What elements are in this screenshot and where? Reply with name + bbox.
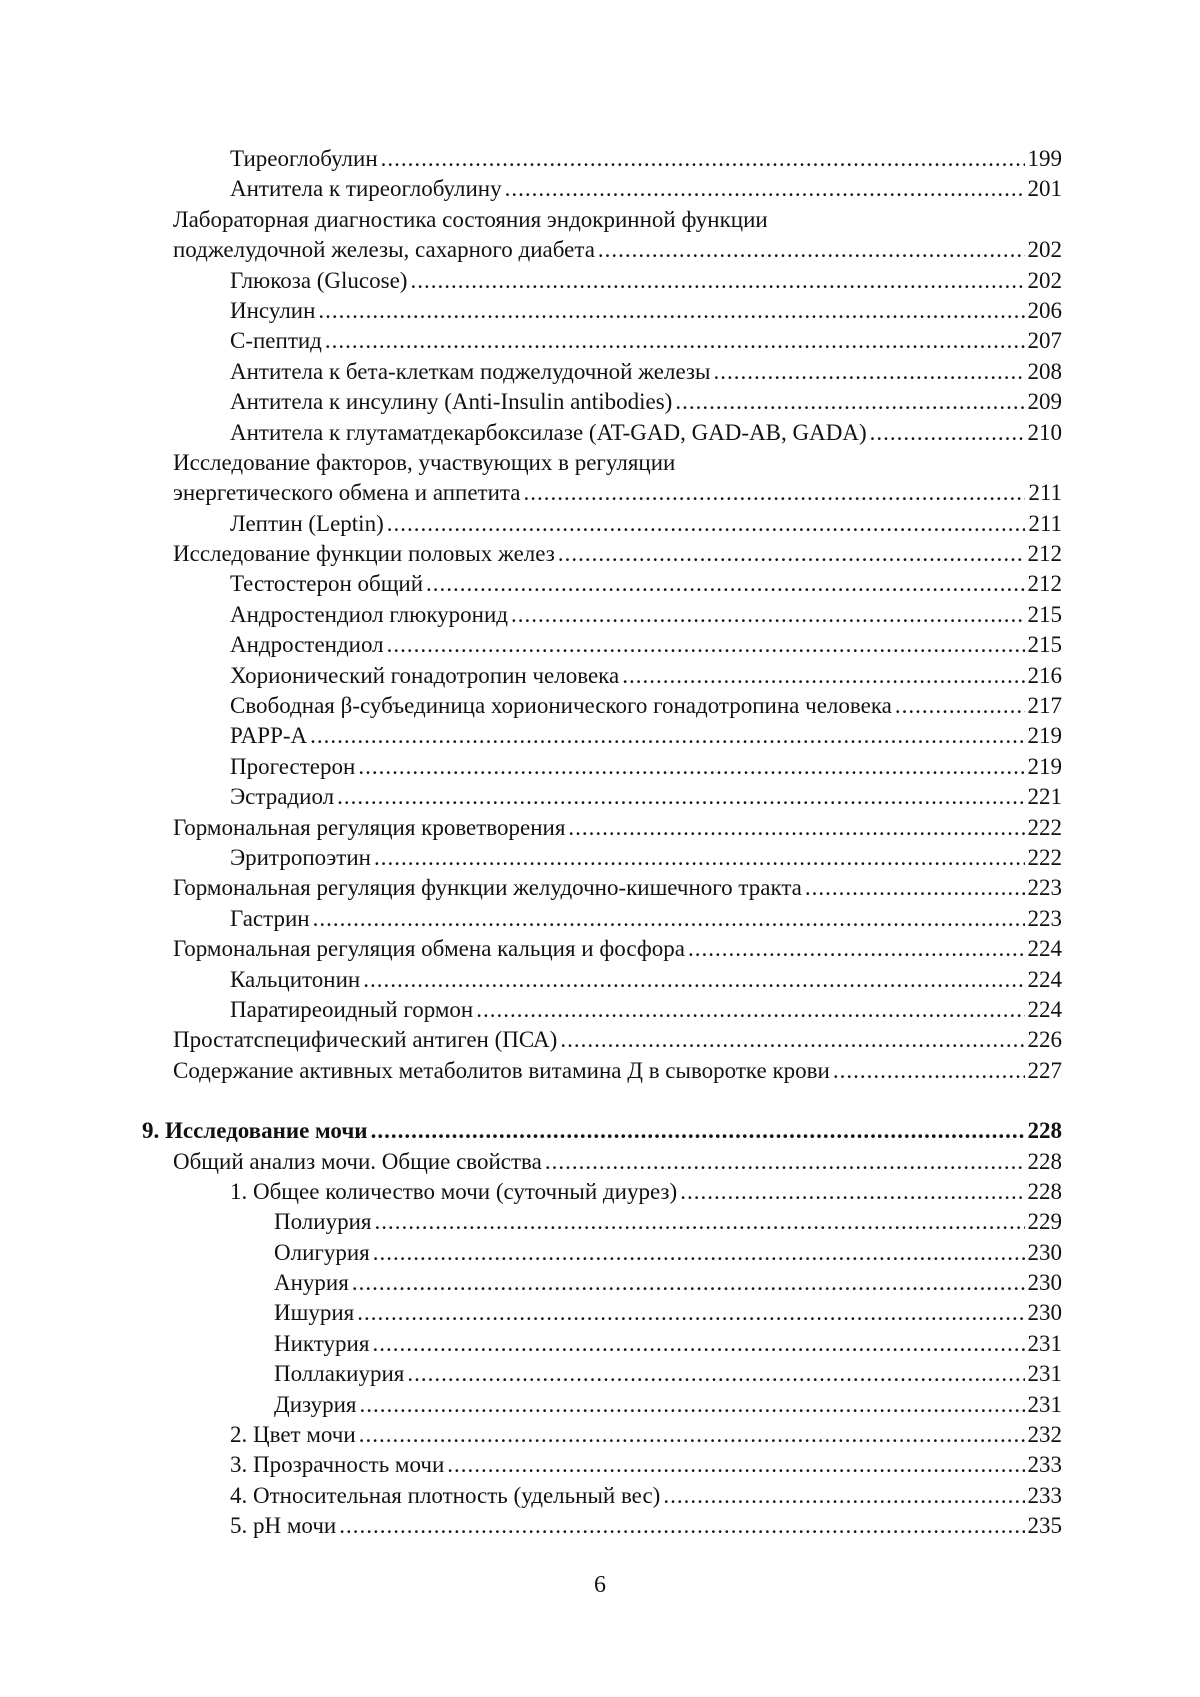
toc-entry-page: 212 — [1027, 541, 1062, 567]
toc-entry-page: 202 — [1027, 267, 1062, 293]
toc-entry-label: 9. Исследование мочи — [142, 1118, 368, 1144]
toc-entry-line — [173, 934, 1062, 964]
toc-entry — [230, 144, 1200, 174]
toc-entry-page: 223 — [1027, 875, 1062, 901]
toc-entry-label: Общий анализ мочи. Общие свойства — [173, 1148, 542, 1174]
dot-leader — [352, 1268, 1025, 1298]
toc-entry-line — [274, 1238, 1062, 1268]
toc-entry-line — [230, 600, 1062, 630]
toc-entry-page: 233 — [1027, 1452, 1062, 1478]
dot-leader — [675, 387, 1024, 417]
toc-entry — [230, 1177, 1200, 1207]
toc-entry-label: Тестостерон общий — [230, 571, 424, 597]
dot-leader — [374, 1207, 1024, 1237]
toc-entry-line — [230, 630, 1062, 660]
dot-leader — [622, 661, 1024, 691]
toc-entry-page: 224 — [1027, 966, 1062, 992]
toc-entry-label: С-пептид — [230, 328, 322, 354]
dot-leader — [598, 235, 1025, 265]
toc-entry-page: 209 — [1027, 389, 1062, 415]
toc-entry-page: 230 — [1027, 1300, 1062, 1326]
toc-entry — [230, 509, 1200, 539]
toc-entry-line — [230, 843, 1062, 873]
dot-leader — [337, 782, 1024, 812]
toc-entry-label: Антитела к инсулину (Anti-Insulin antibodies) — [230, 389, 673, 415]
toc-entry-page: 219 — [1027, 753, 1062, 779]
toc-entry — [230, 174, 1200, 204]
dot-leader — [387, 509, 1026, 539]
toc-entry — [230, 569, 1200, 599]
toc-entry-label: Кальцитонин — [230, 966, 361, 992]
dot-leader — [505, 174, 1025, 204]
toc-entry — [230, 1420, 1200, 1450]
toc-entry — [230, 843, 1200, 873]
toc-entry-label: Дизурия — [274, 1391, 357, 1417]
toc-entry-page: 229 — [1027, 1209, 1062, 1235]
toc-entry — [274, 1268, 1200, 1298]
toc-entry-label: поджелудочной железы, сахарного диабета — [173, 237, 595, 263]
toc-entry — [274, 1207, 1200, 1237]
toc-entry-page: 231 — [1027, 1330, 1062, 1356]
toc-entry-page: 201 — [1027, 176, 1062, 202]
toc-entry — [230, 782, 1200, 812]
toc-entry-label: Антитела к глутаматдекарбоксилазе (AT-GAD, GAD-AB, GADA) — [230, 419, 867, 445]
toc-entry-line — [230, 266, 1062, 296]
toc-entry-line — [142, 1116, 1062, 1146]
toc-entry-label: Инсулин — [230, 297, 316, 323]
dot-leader — [359, 1420, 1025, 1450]
toc-entry — [230, 418, 1200, 448]
toc-entry-label: Лептин (Leptin) — [230, 510, 384, 536]
toc-entry — [173, 1025, 1200, 1055]
toc-entry — [274, 1329, 1200, 1359]
toc-entry — [230, 752, 1200, 782]
toc-entry — [274, 1298, 1200, 1328]
dot-leader — [358, 752, 1024, 782]
toc-entry-label: Андростендиол — [230, 632, 384, 658]
dot-leader — [560, 1025, 1024, 1055]
toc-entry-label: Никтурия — [274, 1330, 370, 1356]
dot-leader — [360, 1390, 1025, 1420]
toc-entry-label: Гастрин — [230, 905, 310, 931]
toc-entry — [230, 965, 1200, 995]
toc-entry-line — [230, 1177, 1062, 1207]
toc-entry-label: Антитела к бета-клеткам поджелудочной железы — [230, 358, 711, 384]
toc-entry-line — [173, 1025, 1062, 1055]
toc-entry-page: 211 — [1028, 480, 1062, 506]
toc-entry-line — [173, 539, 1062, 569]
dot-leader — [426, 569, 1024, 599]
toc-entry-line — [230, 904, 1062, 934]
dot-leader — [545, 1147, 1025, 1177]
toc-entry-page: 207 — [1027, 328, 1062, 354]
dot-leader — [373, 1238, 1025, 1268]
toc-entry-label: 1. Общее количество мочи (суточный диурез) — [230, 1178, 678, 1204]
toc-entry-label: Гормональная регуляция обмена кальция и фосфора — [173, 936, 685, 962]
toc-entry-line — [274, 1329, 1062, 1359]
toc-entry-line — [230, 357, 1062, 387]
dot-leader — [339, 1511, 1024, 1541]
toc-entry-line — [230, 1450, 1062, 1480]
toc-entry-page: 210 — [1027, 419, 1062, 445]
dot-leader — [374, 843, 1025, 873]
toc-entry-line — [230, 418, 1062, 448]
toc-entry-page: 202 — [1027, 237, 1062, 263]
dot-leader — [363, 965, 1024, 995]
toc-entry-label: Олигурия — [274, 1239, 370, 1265]
toc-entry — [173, 205, 1200, 235]
toc-entry — [173, 478, 1200, 508]
toc-entry-line — [173, 813, 1062, 843]
toc-entry-page: 216 — [1027, 662, 1062, 688]
toc-entry-page: 215 — [1027, 632, 1062, 658]
dot-leader — [381, 144, 1025, 174]
toc-entry-line — [230, 691, 1062, 721]
toc-entry-line — [230, 782, 1062, 812]
toc-entry — [142, 1116, 1200, 1146]
toc-entry-line — [274, 1359, 1062, 1389]
toc-entry-page: 230 — [1027, 1270, 1062, 1296]
toc-entry-page: 219 — [1027, 723, 1062, 749]
toc-entry-label: Тиреоглобулин — [230, 146, 378, 171]
toc-entry-line — [230, 569, 1062, 599]
toc-entry-label: 4. Относительная плотность (удельный вес) — [230, 1482, 661, 1508]
toc-entry-page: 199 — [1027, 146, 1062, 171]
toc-entry-label: 3. Прозрачность мочи — [230, 1452, 445, 1478]
dot-leader — [407, 1359, 1024, 1389]
toc-entry-line — [230, 144, 1062, 174]
toc-entry-label: Поллакиурия — [274, 1361, 405, 1387]
dot-leader — [447, 1450, 1024, 1480]
toc-entry-label: Паратиреоидный гормон — [230, 996, 474, 1022]
toc-entry-line — [230, 721, 1062, 751]
toc-entry-line — [173, 1056, 1062, 1086]
dot-leader — [680, 1177, 1024, 1207]
toc-entry-label: Исследование факторов, участвующих в регуляции — [173, 449, 676, 475]
toc-entry-page: 227 — [1027, 1057, 1062, 1083]
toc-entry-label: PAPP-A — [230, 723, 308, 749]
page-number: 6 — [594, 1572, 606, 1598]
toc-entry — [173, 934, 1200, 964]
toc-entry-label: Гормональная регуляция функции желудочно-кишечного тракта — [173, 875, 802, 901]
dot-leader — [410, 266, 1024, 296]
toc-entry-label: энергетического обмена и аппетита — [173, 480, 521, 506]
toc-entry-line — [230, 1420, 1062, 1450]
toc-entry-page: 215 — [1027, 601, 1062, 627]
toc-entry-page: 235 — [1027, 1513, 1062, 1539]
toc-entry-page: 231 — [1027, 1391, 1062, 1417]
toc-entry — [230, 266, 1200, 296]
toc-entry-page: 212 — [1027, 571, 1062, 597]
dot-leader — [688, 934, 1025, 964]
toc-entry-page: 211 — [1028, 510, 1062, 536]
toc-entry-line — [230, 965, 1062, 995]
toc-entry-label: Эритропоэтин — [230, 844, 371, 870]
dot-leader — [833, 1056, 1025, 1086]
toc-entry-page: 222 — [1027, 814, 1062, 840]
toc-entry-line — [230, 1511, 1062, 1541]
toc-entry-page: 231 — [1027, 1361, 1062, 1387]
toc-entry — [230, 904, 1200, 934]
toc-entry-line — [274, 1268, 1062, 1298]
toc-entry — [274, 1390, 1200, 1420]
toc-entry-page: 233 — [1027, 1482, 1062, 1508]
toc-entry — [230, 387, 1200, 417]
dot-leader — [663, 1481, 1024, 1511]
toc-entry-page: 224 — [1027, 996, 1062, 1022]
toc-entry-label: Гормональная регуляция кроветворения — [173, 814, 566, 840]
toc-entry — [230, 661, 1200, 691]
toc-entry-line — [230, 296, 1062, 326]
toc-entry — [230, 1481, 1200, 1511]
toc-entry — [230, 1511, 1200, 1541]
toc-entry — [173, 235, 1200, 265]
toc-entry-page: 223 — [1027, 905, 1062, 931]
toc-entry-page: 226 — [1027, 1027, 1062, 1053]
toc-entry-line — [230, 174, 1062, 204]
dot-leader — [372, 1329, 1024, 1359]
dot-leader — [805, 873, 1025, 903]
toc-entry-line — [274, 1298, 1062, 1328]
dot-leader — [870, 418, 1025, 448]
dot-leader — [713, 357, 1024, 387]
toc-entry — [173, 1056, 1200, 1086]
toc-entry-line — [173, 1147, 1062, 1177]
toc-entry — [173, 448, 1200, 478]
toc-entry-label: 5. pH мочи — [230, 1513, 337, 1539]
toc-entry — [274, 1359, 1200, 1389]
toc-entry-label: Исследование функции половых желез — [173, 541, 555, 567]
toc-entry — [173, 873, 1200, 903]
toc-entry — [173, 1147, 1200, 1177]
toc-entry-page: 228 — [1027, 1148, 1062, 1174]
toc-entry — [230, 630, 1200, 660]
toc-entry-label: Лабораторная диагностика состояния эндокринной функции — [173, 206, 768, 232]
toc-entry — [230, 691, 1200, 721]
dot-leader — [558, 539, 1025, 569]
dot-leader — [325, 326, 1025, 356]
dot-leader — [523, 478, 1025, 508]
toc-entry-line — [173, 235, 1062, 265]
toc-entry-line — [173, 448, 1062, 478]
dot-leader — [511, 600, 1025, 630]
toc-entry — [230, 721, 1200, 751]
toc-entry-line — [274, 1390, 1062, 1420]
dot-leader — [387, 630, 1025, 660]
dot-leader — [357, 1298, 1024, 1328]
toc-entry — [230, 296, 1200, 326]
toc-entry-line — [173, 873, 1062, 903]
toc-entry — [230, 326, 1200, 356]
toc-entry-line — [173, 478, 1062, 508]
toc-entry-page: 230 — [1027, 1239, 1062, 1265]
toc-entry-line — [230, 995, 1062, 1025]
toc-entry-label: Эстрадиол — [230, 784, 335, 810]
toc-entry-label: Свободная β-субъединица хорионического гонадотропина человека — [230, 693, 892, 719]
toc-entry — [230, 600, 1200, 630]
toc-entry-label: Анурия — [274, 1270, 349, 1296]
toc-entry-label: Глюкоза (Glucose) — [230, 267, 408, 293]
toc-entry — [274, 1238, 1200, 1268]
toc-entry — [173, 539, 1200, 569]
toc-entry-page: 232 — [1027, 1422, 1062, 1448]
toc-entry-label: Антитела к тиреоглобулину — [230, 176, 502, 202]
toc-entry-label: Полиурия — [274, 1209, 372, 1235]
toc-entry-line — [274, 1207, 1062, 1237]
toc-entry-line — [230, 661, 1062, 691]
toc-entry-line — [230, 387, 1062, 417]
dot-leader — [568, 813, 1024, 843]
dot-leader — [476, 995, 1024, 1025]
toc-entry-page: 221 — [1027, 784, 1062, 810]
toc-entry-line — [230, 752, 1062, 782]
dot-leader — [895, 691, 1025, 721]
toc-entry — [230, 1450, 1200, 1480]
dot-leader — [310, 721, 1024, 751]
toc-entry-label: Ишурия — [274, 1300, 355, 1326]
dot-leader — [371, 1116, 1025, 1146]
toc-entry-page: 217 — [1027, 693, 1062, 719]
toc-entry-page: 222 — [1027, 844, 1062, 870]
toc-entry-page: 228 — [1027, 1178, 1062, 1204]
toc-entry-label: Хорионический гонадотропин человека — [230, 662, 620, 688]
toc-entry-page: 224 — [1027, 936, 1062, 962]
toc-entry — [230, 357, 1200, 387]
toc-entry-line — [230, 326, 1062, 356]
toc-entry-label: Содержание активных метаболитов витамина Д в сыворотке крови — [173, 1057, 830, 1083]
toc-entry-page: 228 — [1027, 1118, 1062, 1144]
toc-entry-line — [230, 509, 1062, 539]
toc-entry-label: Андростендиол глюкуронид — [230, 601, 508, 627]
dot-leader — [318, 296, 1024, 326]
toc-entry-line — [230, 1481, 1062, 1511]
toc-entry-page: 206 — [1027, 297, 1062, 323]
toc-entry-label: 2. Цвет мочи — [230, 1422, 356, 1448]
toc-entry-page: 208 — [1027, 358, 1062, 384]
table-of-contents — [0, 144, 1200, 1542]
dot-leader — [313, 904, 1025, 934]
toc-entry — [230, 995, 1200, 1025]
toc-entry-label: Прогестерон — [230, 753, 356, 779]
toc-entry-line — [173, 205, 1062, 235]
toc-entry-label: Простатспецифический антиген (ПСА) — [173, 1027, 558, 1053]
toc-entry — [173, 813, 1200, 843]
